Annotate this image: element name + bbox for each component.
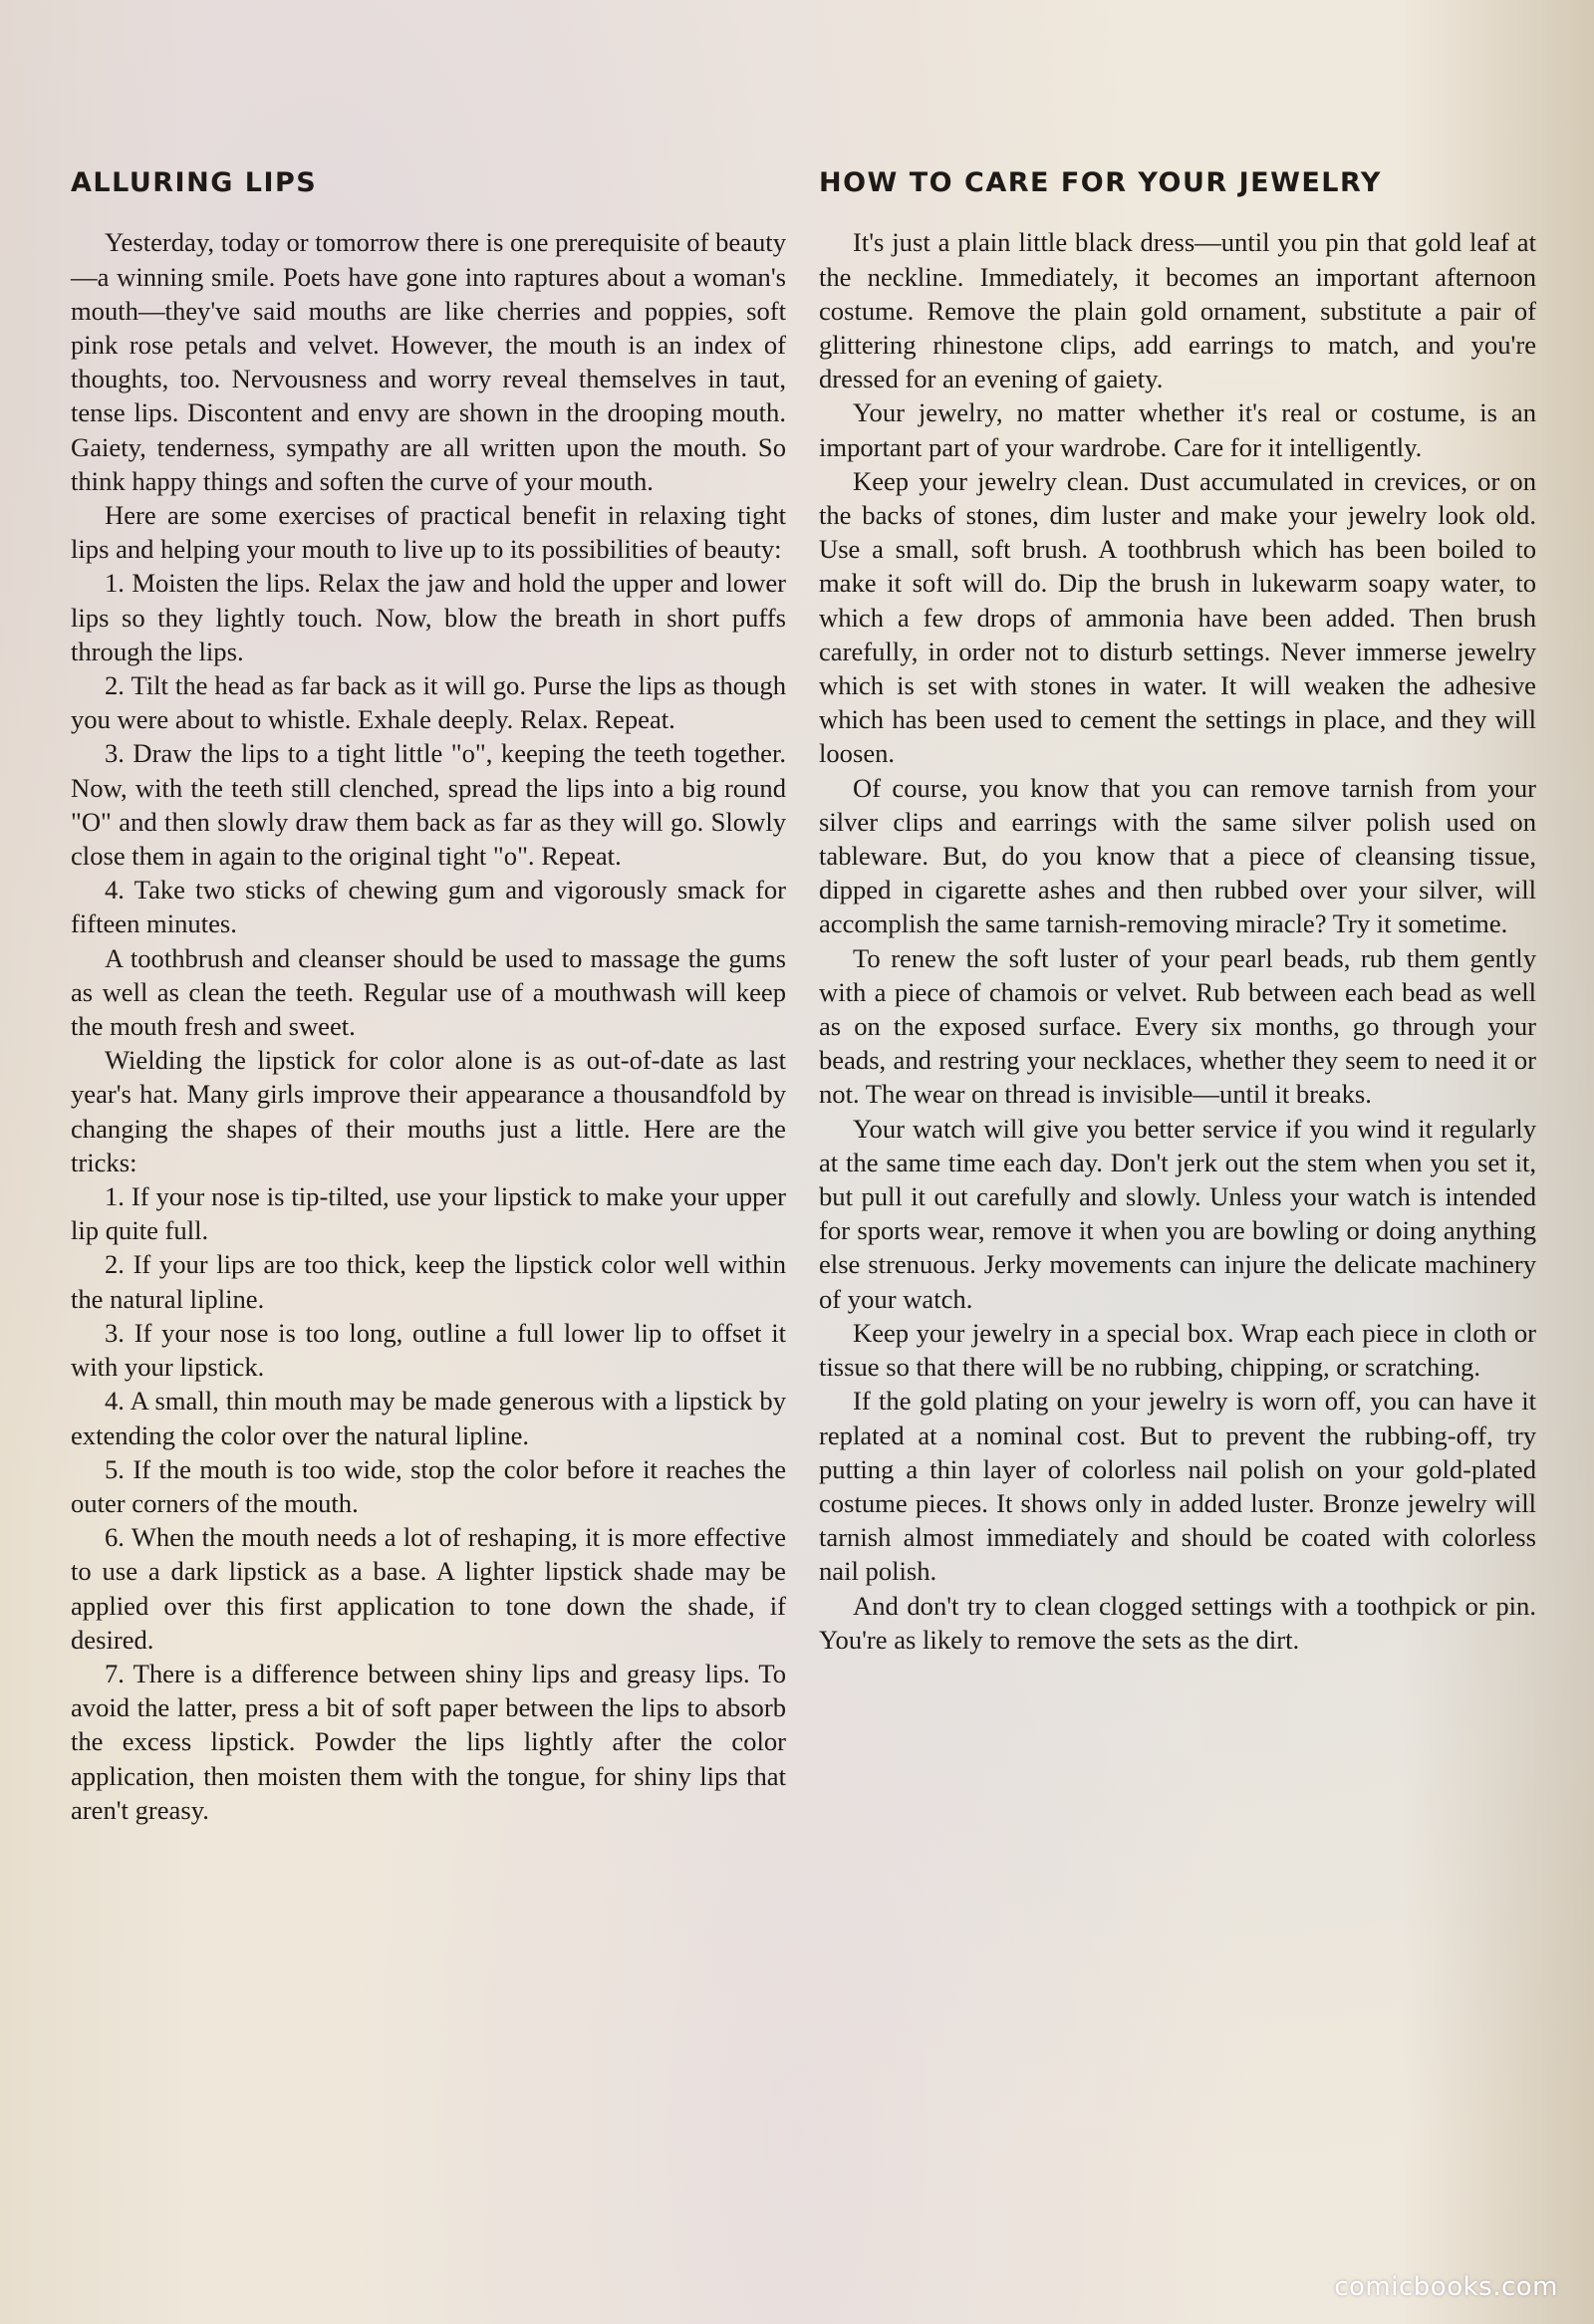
list-item: 2. Tilt the head as far back as it will go. Purse the lips as though you were about to whistle. Exhale deeply. Relax. Repeat. (71, 670, 786, 735)
paragraph: Of course, you know that you can remove tarnish from your silver clips and earrings with the same silver polish used on tableware. But, do you know that a piece of cleansing tissue, dipped in cigarette ashes and then rubbed over your silver, will accomplish the same tarnish-removing miracle? Try it sometime. (819, 772, 1536, 939)
article-jewelry-care (819, 167, 1536, 1657)
paragraph: And don't try to clean clogged settings with a toothpick or pin. You're as likely to remove the sets as the dirt. (819, 1590, 1536, 1655)
paragraph: If the gold plating on your jewelry is worn off, you can have it replated at a nominal cost. But to prevent the rubbing-off, try putting a thin layer of colorless nail polish on your gold-plated costume pieces. It shows only in added luster. Bronze jewelry will tarnish almost immediately and should be coated with colorless nail polish. (819, 1386, 1536, 1587)
paragraph: Your jewelry, no matter whether it's real or costume, is an important part of your wardrobe. Care for it intelligently. (819, 397, 1536, 462)
list-item: 7. There is a difference between shiny lips and greasy lips. To avoid the latter, press a bit of soft paper between the lips to absorb the excess lipstick. Powder the lips lightly after the color application, then moisten them with the tongue, for shiny lips that aren't greasy. (71, 1658, 786, 1825)
paragraph: Keep your jewelry clean. Dust accumulated in crevices, or on the backs of stones, dim luster and make your jewelry look old. Use a small, soft brush. A toothbrush which has been boiled to make it soft will do. Dip the brush in lukewarm soapy water, to which a few drops of ammonia have been added. Then brush carefully, in order not to disturb settings. Never immerse jewelry which is set with stones in water. It will weaken the adhesive which has been used to cement the settings in place, and they will loosen. (819, 465, 1536, 769)
paragraph: Your watch will give you better service if you wind it regularly at the same time each day. Don't jerk out the stem when you set it, but pull it out carefully and slowly. Unless your watch is intended for sports wear, remove it when you are bowling or doing anything else strenuous. Jerky movements can injure the delicate machinery of your watch. (819, 1113, 1536, 1314)
list-item: 5. If the mouth is too wide, stop the color before it reaches the outer corners of the mouth. (71, 1453, 786, 1518)
paragraph: Yesterday, today or tomorrow there is one prerequisite of beauty—a winning smile. Poets have gone into raptures about a woman's mouth—they've said mouths are like cherries and poppies, soft pink rose petals and velvet. However, the mouth is an index of thoughts, too. Nervousness and worry reveal themselves in taut, tense lips. Discontent and envy are shown in the drooping mouth. Gaiety, tenderness, sympathy are all written upon the mouth. So think happy things and soften the curve of your mouth. (71, 227, 786, 496)
paragraph: Here are some exercises of practical benefit in relaxing tight lips and helping your mouth to live up to its possibilities of beauty: (71, 500, 786, 565)
paragraph: It's just a plain little black dress—until you pin that gold leaf at the neckline. Immediately, it becomes an important afternoon costume. Remove the plain gold ornament, substitute a pair of glittering rhinestone clips, add earrings to match, and you're dressed for an evening of gaiety. (819, 227, 1536, 394)
list-item: 1. Moisten the lips. Relax the jaw and hold the upper and lower lips so they lightly touch. Now, blow the breath in short puffs through the lips. (71, 568, 786, 666)
list-item: 1. If your nose is tip-tilted, use your lipstick to make your upper lip quite full. (71, 1181, 786, 1246)
article-title: HOW TO CARE FOR YOUR JEWELRY (819, 167, 1382, 198)
list-item: 4. A small, thin mouth may be made generous with a lipstick by extending the color over the natural lipline. (71, 1386, 786, 1450)
paragraph: A toothbrush and cleanser should be used to massage the gums as well as clean the teeth. Regular use of a mouthwash will keep the mouth fresh and sweet. (71, 942, 786, 1042)
paragraph: Keep your jewelry in a special box. Wrap each piece in cloth or tissue so that there will be no rubbing, chipping, or scratching. (819, 1317, 1536, 1383)
paragraph: To renew the soft luster of your pearl beads, rub them gently with a piece of chamois or velvet. Rub between each bead as well as on the exposed surface. Every six months, go through your beads, and restring your necklaces, whether they seem to need it or not. The wear on thread is invisible—until it breaks. (819, 942, 1536, 1110)
list-item: 3. If your nose is too long, outline a full lower lip to offset it with your lipstick. (71, 1317, 786, 1383)
article-alluring-lips (71, 167, 786, 1827)
article-title: ALLURING LIPS (71, 167, 318, 198)
list-item: 4. Take two sticks of chewing gum and vigorously smack for fifteen minutes. (71, 875, 786, 939)
paragraph: Wielding the lipstick for color alone is as out-of-date as last year's hat. Many girls improve their appearance a thousandfold by changing the shapes of their mouths just a little. Here are the tricks: (71, 1045, 786, 1177)
list-item: 3. Draw the lips to a tight little "o", keeping the teeth together. Now, with the teeth still clenched, spread the lips into a big round "O" and then slowly draw them back as far as they will go. Slowly close them in again to the original tight "o". Repeat. (71, 738, 786, 872)
list-item: 2. If your lips are too thick, keep the lipstick color well within the natural lipline. (71, 1249, 786, 1314)
site-watermark: comicbooks.com (1334, 2272, 1558, 2302)
list-item: 6. When the mouth needs a lot of reshaping, it is more effective to use a dark lipstick as a base. A lighter lipstick shade may be applied over this first application to tone down the shade, if desired. (71, 1522, 786, 1655)
